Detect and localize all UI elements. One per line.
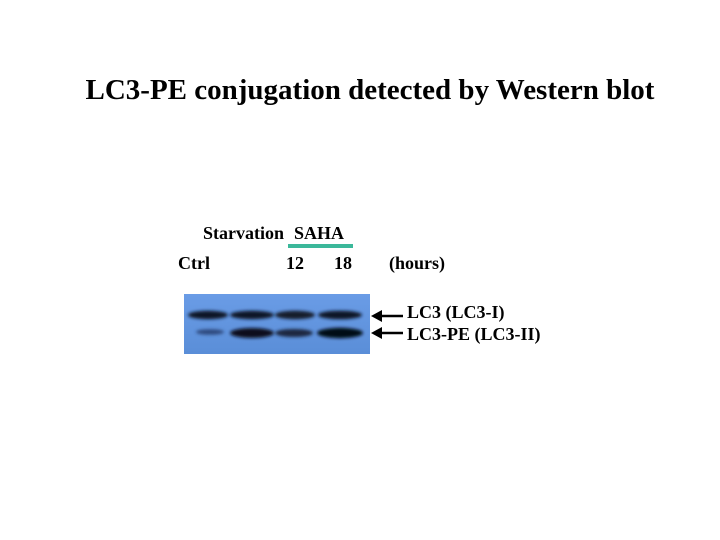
lane-label-12: 12 [286,253,304,273]
starvation-label: Starvation [203,223,284,243]
band-label-lc3-i: LC3 (LC3-I) [407,302,505,322]
arrow-left-icon [371,308,403,324]
saha-underline [288,244,353,248]
lane-label-18: 18 [334,253,352,273]
western-blot-image [184,294,370,354]
lane-label-ctrl: Ctrl [178,253,210,273]
figure-title: LC3-PE conjugation detected by Western blot [85,74,655,106]
band-label-lc3-ii: LC3-PE (LC3-II) [407,324,541,344]
arrow-left-icon [371,325,403,341]
saha-label: SAHA [294,223,345,243]
time-unit-label: (hours) [389,253,446,273]
